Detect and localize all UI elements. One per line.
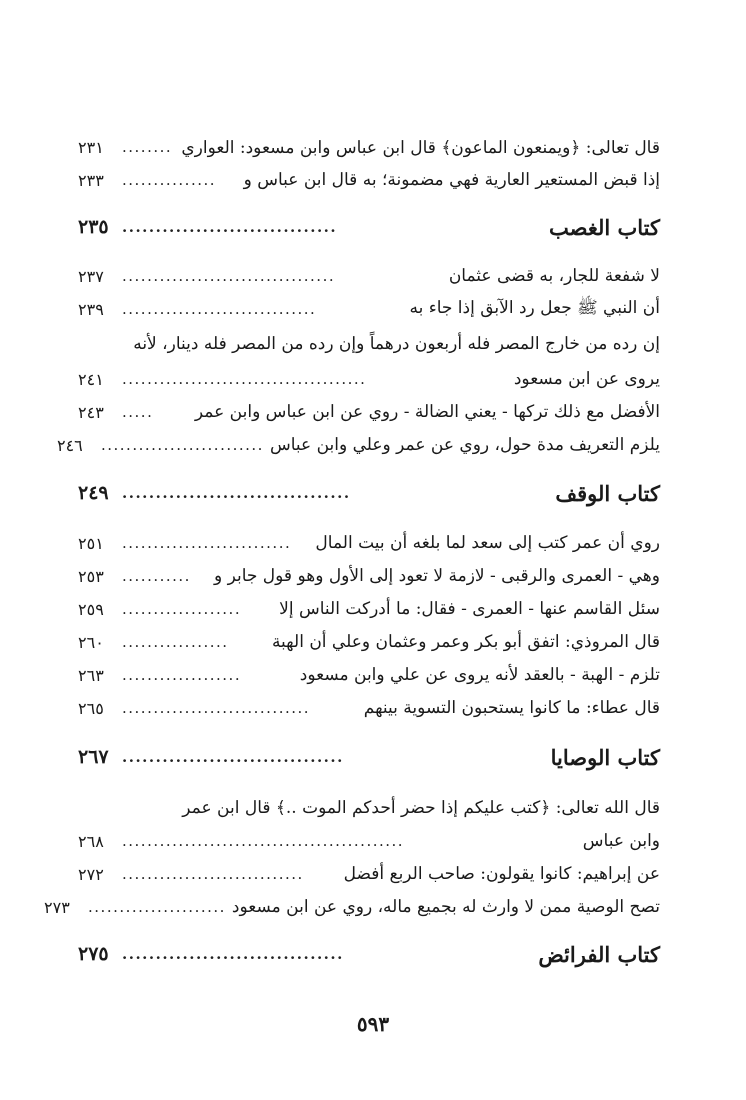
toc-entry <box>78 261 660 291</box>
toc-entry <box>78 364 660 394</box>
toc-entry <box>78 660 660 690</box>
chapter-heading <box>78 939 660 969</box>
entry-page-number: ٢٤٦ <box>56 435 83 455</box>
dot-leader: ............................. <box>122 865 304 883</box>
chapter-page-number: ٢٦٧ <box>78 746 109 768</box>
entry-page-number: ٢٣٩ <box>78 299 104 319</box>
entry-text: وابن عباس <box>582 831 660 851</box>
chapter-page-number: ٢٤٩ <box>78 482 109 504</box>
toc-entry <box>56 430 660 460</box>
entry-text: إذا قبض المستعير العارية فهي مضمونة؛ به قال ابن عباس و <box>243 170 660 190</box>
entry-text: قال عطاء: ما كانوا يستحبون التسوية بينهم <box>363 698 660 718</box>
dot-leader: ............................... <box>122 300 317 318</box>
chapter-page-number: ٢٣٥ <box>78 216 109 238</box>
toc-entry <box>78 693 660 723</box>
dot-leader: ................... <box>122 666 242 684</box>
entry-text: الأفضل مع ذلك تركها - يعني الضالة - روي عن ابن عباس وابن عمر <box>194 402 660 422</box>
entry-page-number: ٢٥٩ <box>78 599 104 619</box>
entry-page-number: ٢٥١ <box>78 533 104 553</box>
dot-leader: ................................ <box>122 218 338 236</box>
entry-page-number: ٢٣١ <box>78 137 104 157</box>
toc-entry <box>78 826 660 856</box>
toc-entry <box>78 594 660 624</box>
toc-entry <box>78 859 660 889</box>
toc-entry <box>78 165 660 195</box>
dot-leader: .................................. <box>122 484 351 502</box>
entry-text: قال الله تعالى: ﴿كتب عليكم إذا حضر أحدكم الموت ..﴾ قال ابن عمر <box>182 797 660 818</box>
toc-entry <box>78 627 660 657</box>
entry-page-number: ٢٧٢ <box>78 864 104 884</box>
chapter-heading <box>78 478 660 508</box>
dot-leader: ........... <box>122 567 191 585</box>
dot-leader: ..... <box>122 403 154 421</box>
entry-page-number: ٢٦٠ <box>78 632 104 652</box>
toc-entry <box>78 561 660 591</box>
entry-text: تصح الوصية ممن لا وارث له بجميع ماله، روي عن ابن مسعود <box>231 897 660 917</box>
entry-text: إن رده من خارج المصر فله أربعون درهماً وإن رده من المصر فله دينار، لأنه <box>133 334 660 354</box>
entry-page-number: ٢٦٣ <box>78 665 104 685</box>
page-number-footer: ٥٩٣ <box>356 1012 390 1036</box>
dot-leader: ................... <box>122 600 242 618</box>
dot-leader: .......................... <box>100 436 264 454</box>
dot-leader: ...................... <box>88 898 226 916</box>
toc-entry <box>44 892 660 922</box>
entry-text: سئل القاسم عنها - العمرى - فقال: ما أدركت الناس إلا <box>279 599 660 619</box>
entry-text: لا شفعة للجار، به قضى عثمان <box>448 266 660 286</box>
entry-text: يروى عن ابن مسعود <box>513 369 660 389</box>
dot-leader: ........ <box>122 138 173 156</box>
chapter-title: كتاب الوصايا <box>550 744 660 770</box>
dot-leader: ............... <box>122 171 217 189</box>
dot-leader: ................. <box>122 633 229 651</box>
entry-page-number: ٢٦٥ <box>78 698 104 718</box>
entry-page-number: ٢٣٣ <box>78 170 104 190</box>
entry-text: تلزم - الهبة - بالعقد لأنه يروى عن علي وابن مسعود <box>299 665 660 685</box>
dot-leader: ................................. <box>122 748 344 766</box>
entry-page-number: ٢٤٣ <box>78 402 104 422</box>
toc-entry-continued-line <box>78 792 660 822</box>
entry-text: يلزم التعريف مدة حول، روي عن عمر وعلي وابن عباس <box>269 435 660 455</box>
chapter-heading <box>78 742 660 772</box>
dot-leader: .................................. <box>122 267 336 285</box>
chapter-heading <box>78 212 660 242</box>
dot-leader: .............................. <box>122 699 311 717</box>
chapter-title: كتاب الوقف <box>555 480 660 506</box>
dot-leader: ............................................. <box>122 832 405 850</box>
dot-leader: ....................................... <box>122 370 367 388</box>
chapter-title: كتاب الفرائض <box>538 941 660 967</box>
dot-leader: ................................. <box>122 945 344 963</box>
dot-leader: ........................... <box>122 534 292 552</box>
entry-page-number: ٢٤١ <box>78 369 104 389</box>
entry-page-number: ٢٧٣ <box>44 897 70 917</box>
chapter-title: كتاب الغصب <box>548 214 660 240</box>
entry-text: قال تعالى: ﴿ويمنعون الماعون﴾ قال ابن عباس وابن مسعود: العواري <box>181 137 660 158</box>
toc-entry <box>78 132 660 162</box>
entry-text: وهي - العمرى والرقبى - لازمة لا تعود إلى الأول وهو قول جابر و <box>213 566 660 586</box>
entry-text: عن إبراهيم: كانوا يقولون: صاحب الربع أفضل <box>343 864 660 884</box>
entry-page-number: ٢٣٧ <box>78 266 104 286</box>
toc-entry <box>78 397 660 427</box>
entry-text: أن النبي ﷺ جعل رد الآبق إذا جاء به <box>409 297 660 318</box>
chapter-page-number: ٢٧٥ <box>78 943 109 965</box>
toc-entry-continued-line <box>78 329 660 359</box>
toc-entry <box>78 294 660 324</box>
entry-page-number: ٢٦٨ <box>78 831 104 851</box>
entry-page-number: ٢٥٣ <box>78 566 104 586</box>
toc-entry <box>78 528 660 558</box>
entry-text: قال المروذي: اتفق أبو بكر وعمر وعثمان وعلي أن الهبة <box>271 632 660 652</box>
entry-text: روي أن عمر كتب إلى سعد لما بلغه أن بيت المال <box>315 533 660 553</box>
